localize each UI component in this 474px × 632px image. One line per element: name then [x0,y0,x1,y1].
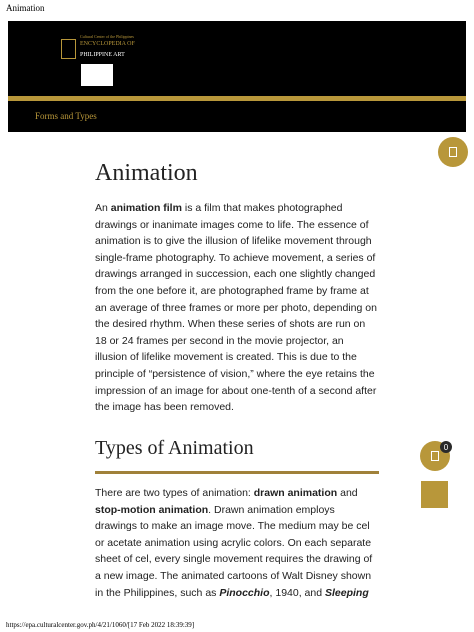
types-paragraph: There are two types of animation: drawn animation and stop-motion animation. Drawn animation employs drawings to make an image move. The medium may be cel or acetate animation using acrylic colors. On each separate sheet of cel, every single movement requires the drawing of a new image. The animated cartoons of Walt Disney shown in the Philippines, such as Pinocchio, 1940, and Sleeping [95,487,373,599]
print-footer-url: https://epa.culturalcenter.gov.ph/4/21/1060/[17 Feb 2022 18:39:39] [6,621,195,629]
section-heading-types: Types of Animation [95,437,254,459]
gold-square-button[interactable] [421,481,448,508]
print-page-title: Animation [6,3,45,13]
floating-action-button[interactable] [438,137,468,167]
section-divider [95,471,379,474]
page-title: Animation [95,160,198,186]
nav-link-forms-and-types[interactable]: Forms and Types [35,111,97,121]
header-divider [8,96,466,101]
document-icon [449,147,457,157]
intro-paragraph: An animation film is a film that makes photographed drawings or inanimate images come to life. The essence of animation is to give the illusion of lifelike movement through single-frame photography. To achieve movement, a series of drawings arranged in succession, each one slightly changed from the one before it, are photographed frame by frame at an average of three frames or more per photo, depending on the desired rhythm. When these series of shots are run on 18 or 24 frames per second in the movie projector, an illusion of lifelike movement is created. This is due to the principle of “persistence of vision,” where the eye retains the impression of an image for about one-tenth of a second after the image has been removed. [95,202,377,414]
logo-icon[interactable] [61,39,76,59]
logo-org-text[interactable]: Cultural Center of the Philippines [80,34,134,39]
comment-icon [431,451,439,461]
site-header [8,21,466,132]
logo-title-line1[interactable]: ENCYCLOPEDIA OF [80,41,135,47]
logo-image-placeholder [81,64,113,86]
logo-title-line2[interactable]: PHILIPPINE ART [80,52,125,58]
comment-count-badge: 0 [440,441,452,453]
